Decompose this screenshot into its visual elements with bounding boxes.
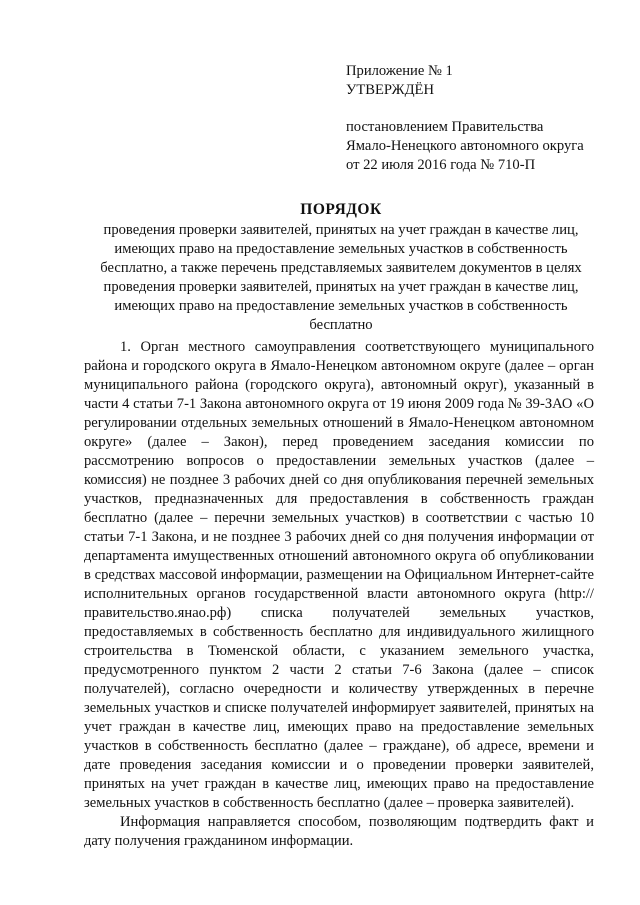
approval-block [346,62,616,175]
document-subtitle: проведения проверки заявителей, принятых на учет граждан в качестве лиц, имеющих право на предоставление земельных участков в собственность бесплатно, а также перечень представляемых заявителем документов в целях проведения проверки заявителей, принятых на учет граждан в качестве лиц, имеющих право на предоставление земельных участков в собственность бесплатно [100,222,582,333]
document-body [84,338,594,851]
document-heading: ПОРЯДОК [300,201,382,218]
approval-line-2: Ямало-Ненецкого автономного округа [346,138,584,154]
paragraph-2: Информация направляется способом, позволяющим подтвердить факт и дату получения гражданином информации. [84,814,594,849]
paragraph-1: 1. Орган местного самоуправления соответствующего муниципального района и городского округа в Ямало-Ненецком автономном округе (далее – орган муниципального района (городского округа), автономный округ), указанный в части 4 статьи 7-1 Закона автономного округа от 19 июня 2009 года № 39-ЗАО «О регулировании отдельных земельных отношений в Ямало-Ненецком автономном округе» (далее – Закон), перед проведением заседания комиссии по рассмотрению вопросов о предоставлении земельных участков (далее – комиссия) не позднее 3 рабочих дней со дня опубликования перечней земельных участков, предназначенных для предоставления в собственность граждан бесплатно (далее – перечни земельных участков) в соответствии с частью 10 статьи 7-1 Закона, и не позднее 3 рабочих дней со дня получения информации от департамента имущественных отношений автономного округа об опубликовании в средствах массовой информации, размещении на Официальном Интернет-сайте исполнительных органов государственной власти автономного округа (http://правительство.янао.рф) списка получателей земельных участков, предоставляемых в собственность бесплатно для индивидуального жилищного строительства в Тюменской области, с указанием земельного участка, предусмотренного пунктом 2 части 2 статьи 7-6 Закона (далее – список получателей), согласно очередности и количеству утвержденных в перечне земельных участков и списке получателей информирует заявителей, принятых на учет граждан в качестве лиц, имеющих право на предоставление земельных участков в собственность бесплатно (далее – граждане), об адресе, времени и дате проведения заседания комиссии и о проведении проверки заявителей, принятых на учет граждан в качестве лиц, имеющих право на предоставление земельных участков в собственность бесплатно (далее – проверка заявителей). [84,339,594,811]
appendix-label: Приложение № 1 [346,63,453,79]
approval-line-1: постановлением Правительства [346,119,544,135]
approved-label: УТВЕРЖДЁН [346,82,434,98]
approval-line-3: от 22 июля 2016 года № 710-П [346,157,536,173]
title-block [86,200,596,335]
